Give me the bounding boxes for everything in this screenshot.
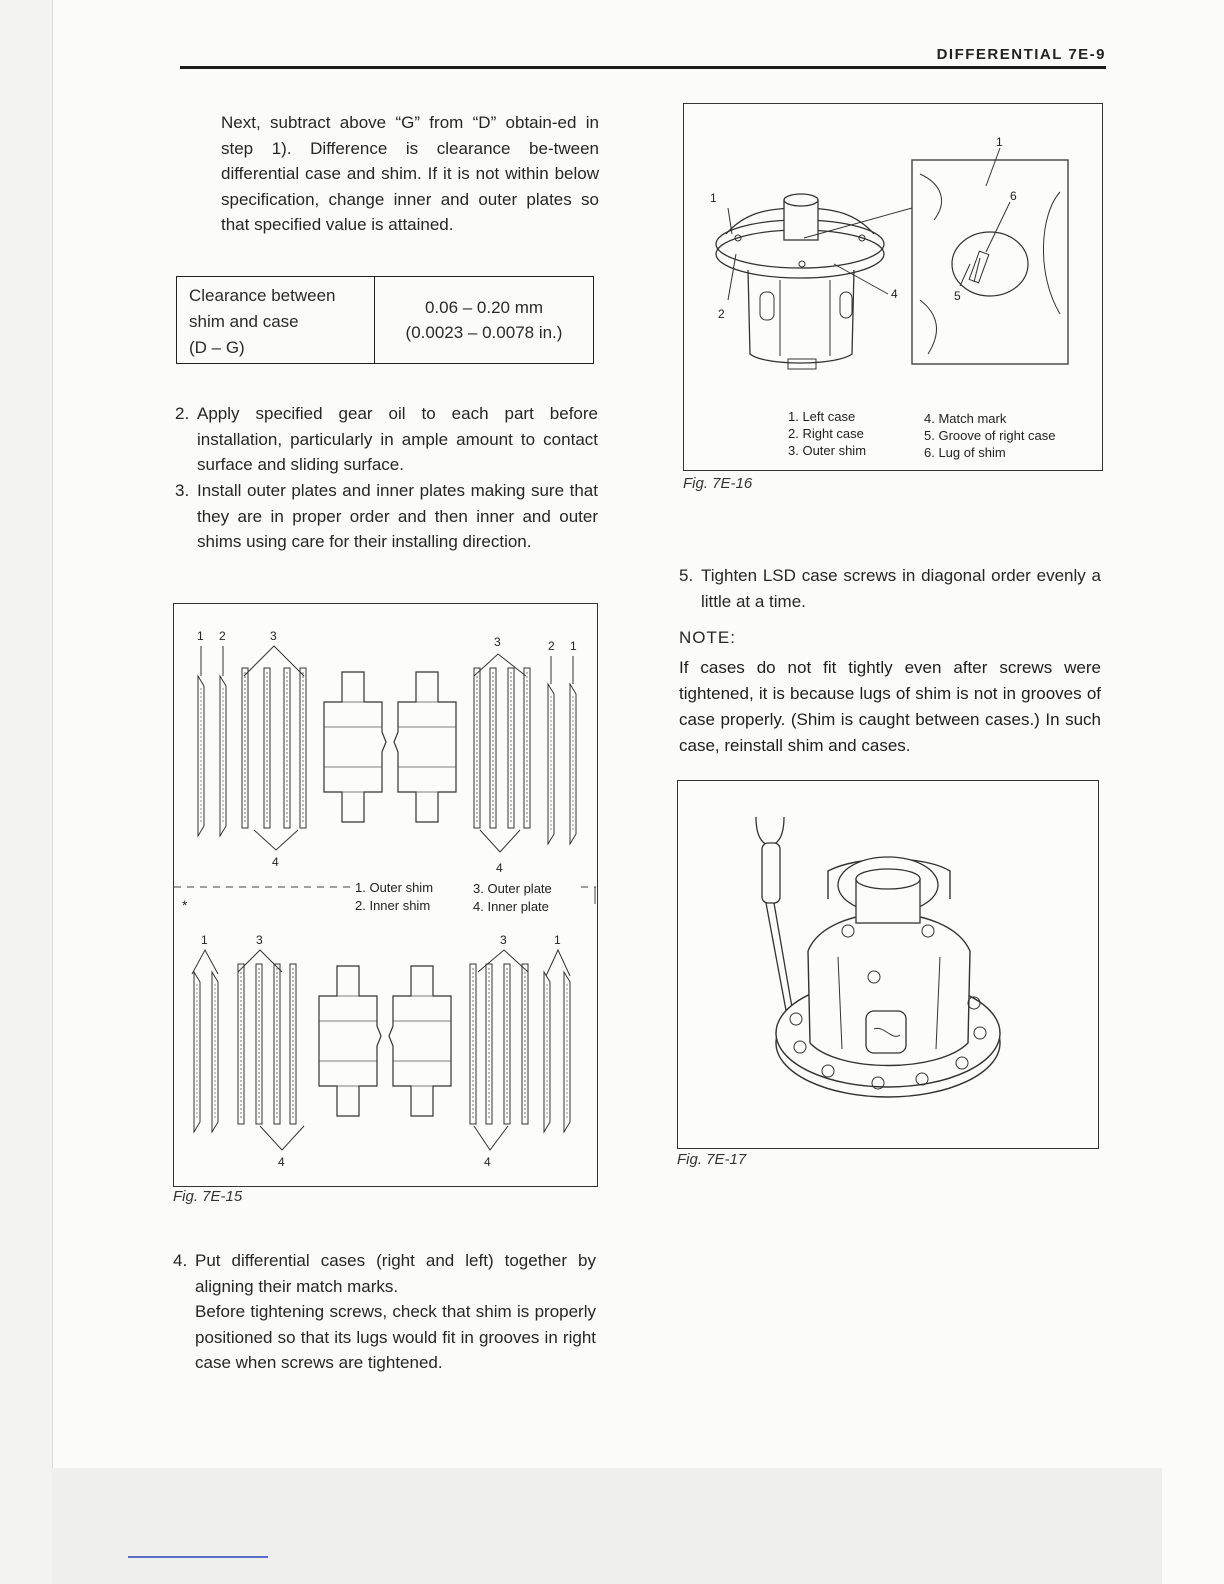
- fig16-legend-3: 3. Outer shim: [788, 443, 867, 458]
- bottom-scan-mark: [128, 1556, 268, 1558]
- fig16-legend-2: 2. Right case: [788, 426, 864, 441]
- callout-bot-l1: 1: [201, 933, 208, 947]
- fig16-callout-2: 2: [718, 307, 725, 321]
- callout-bot-l4: 4: [278, 1155, 285, 1169]
- callout-bot-r3: 3: [500, 933, 507, 947]
- step-5-number: 5.: [679, 566, 694, 585]
- callout-bot-r4: 4: [484, 1155, 491, 1169]
- step-3-text: Install outer plates and inner plates making sure that they are in proper order and then inner and outer shims using care for their installing direction.: [197, 481, 598, 552]
- callout-bot-r1: 1: [554, 933, 561, 947]
- callout-top-l2: 2: [219, 629, 226, 643]
- figure-7e-15: [173, 603, 598, 1187]
- step-4-text-a: Put differential cases (right and left) together by aligning their match marks.: [195, 1251, 596, 1296]
- fig15-legend-3: 3. Outer plate: [473, 881, 552, 896]
- spec-label-line-1: Clearance between: [189, 286, 336, 305]
- callout-top-r3: 3: [494, 635, 501, 649]
- fig16-legend-4: 4. Match mark: [924, 411, 1007, 426]
- header-rule: [180, 66, 1106, 69]
- fig16-legend-right: [924, 410, 1056, 461]
- figure-7e-17: [677, 780, 1099, 1149]
- page-margin-shadow: [0, 0, 52, 1584]
- step-5-text: Tighten LSD case screws in diagonal order evenly a little at a time.: [701, 566, 1101, 611]
- lsd-case-screw-drawing: [678, 781, 1097, 1147]
- spec-label-cell: [177, 277, 375, 363]
- fig-7e-15-caption: Fig. 7E-15: [173, 1188, 243, 1205]
- clearance-spec-table: [176, 276, 594, 364]
- fig16-callout-6: 6: [1010, 189, 1017, 203]
- fig16-legend-left: [788, 408, 866, 459]
- callout-top-r4: 4: [496, 861, 503, 875]
- step-4: [173, 1248, 596, 1376]
- spec-value-in: (0.0023 – 0.0078 in.): [405, 323, 563, 342]
- bottom-scan-shade: [52, 1468, 1162, 1584]
- step-2-text: Apply specified gear oil to each part before installation, particularly in ample amount to contact surface and sliding surface.: [197, 404, 598, 475]
- step-4-text-b: Before tightening screws, check that shim is properly positioned so that its lugs would fit in grooves in right case when screws are tightened.: [195, 1302, 596, 1373]
- step-4-number: 4.: [173, 1251, 188, 1270]
- page-header-title: DIFFERENTIAL 7E-9: [936, 46, 1106, 63]
- callout-top-l3: 3: [270, 629, 277, 643]
- step-5: [679, 563, 1101, 614]
- callout-top-l1: 1: [197, 629, 204, 643]
- bottom-right-stack: [470, 933, 570, 1169]
- spec-label-line-2: shim and case: [189, 312, 299, 331]
- figure-7e-16: [683, 103, 1103, 471]
- step-3: [175, 478, 598, 555]
- spec-value-cell: [375, 277, 593, 363]
- differential-case-drawing: [684, 104, 1101, 394]
- fig16-legend-6: 6. Lug of shim: [924, 445, 1006, 460]
- callout-top-l4: 4: [272, 855, 279, 869]
- spec-value-mm: 0.06 – 0.20 mm: [424, 298, 544, 317]
- step-3-number: 3.: [175, 481, 190, 500]
- top-left-stack: [197, 629, 306, 869]
- note-body: If cases do not fit tightly even after screws were tightened, it is because lugs of shim is not in grooves of case properly. (Shim is caught between cases.) In such case, reinstall shim and cases.: [679, 658, 1101, 755]
- fig15-legend-4: 4. Inner plate: [473, 899, 549, 914]
- top-right-stack: [474, 635, 577, 875]
- step-2: [175, 401, 598, 478]
- fig-7e-16-caption: Fig. 7E-16: [683, 475, 753, 492]
- callout-top-r2: 2: [548, 639, 555, 653]
- page-edge-line: [52, 0, 53, 1584]
- spec-label-line-3: (D – G): [189, 338, 245, 357]
- fig15-legend-2: 2. Inner shim: [355, 898, 431, 913]
- bottom-left-stack: [192, 933, 304, 1169]
- fig16-callout-5: 5: [954, 289, 961, 303]
- fig16-legend-1: 1. Left case: [788, 409, 856, 424]
- callout-bot-l3: 3: [256, 933, 263, 947]
- fig16-callout-4: 4: [891, 287, 898, 301]
- note-heading: NOTE:: [679, 628, 736, 647]
- intro-paragraph: Next, subtract above “G” from “D” obtain-ed in step 1). Difference is clearance be-tween differential case and shim. If it is not within below specification, change inner and outer plates so that specified value is attained.: [221, 113, 599, 235]
- step-2-number: 2.: [175, 404, 190, 423]
- asterisk-mark: *: [182, 897, 188, 913]
- plates-shims-diagram: [174, 604, 596, 1185]
- fig-7e-17-caption: Fig. 7E-17: [677, 1151, 747, 1168]
- fig16-legend-5: 5. Groove of right case: [924, 428, 1056, 443]
- fig15-legend-1: 1. Outer shim: [355, 880, 434, 895]
- fig16-callout-1: 1: [710, 191, 717, 205]
- fig16-callout-1b: 1: [996, 135, 1003, 149]
- callout-top-r1: 1: [570, 639, 577, 653]
